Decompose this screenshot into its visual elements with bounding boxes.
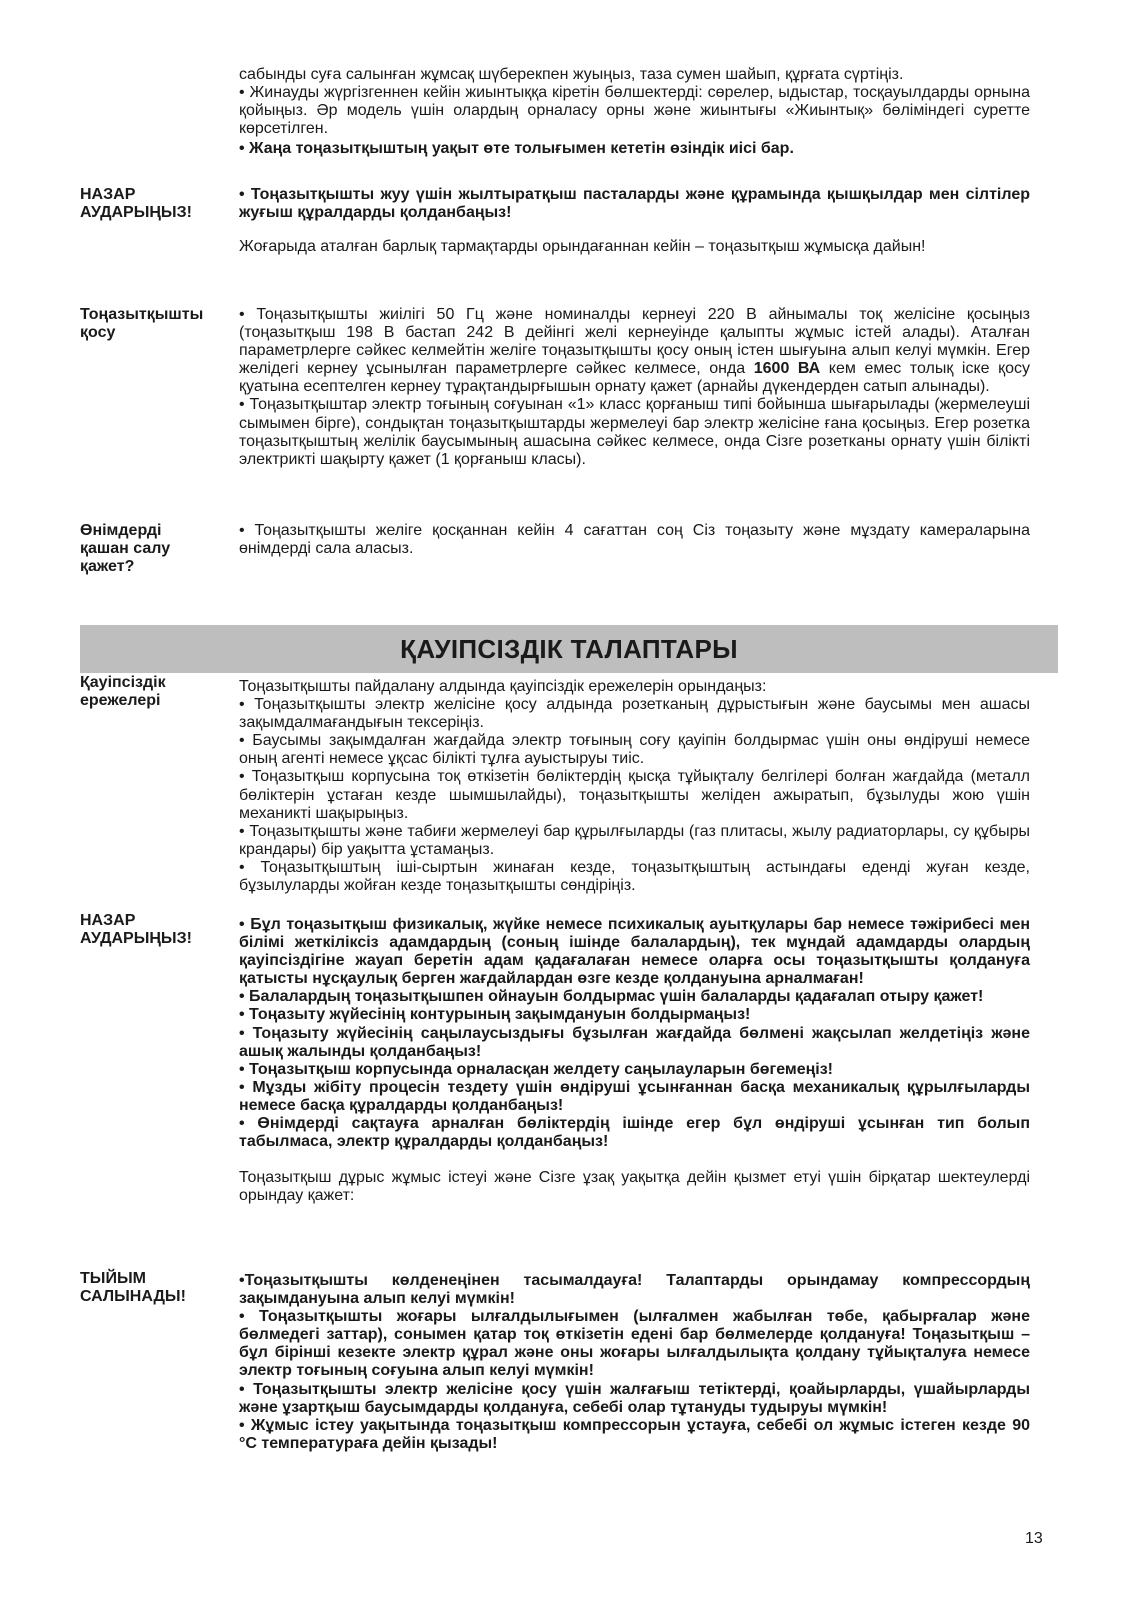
paragraph: • Бұл тоңазытқыш физикалық, жүйке немесе психикалық ауытқулары бар немесе тәжірибесі мен білімі жеткіліксіз адамдардың (соның ішінде балалардың), тек мұндай адамдарды олардың қауіпсіздігіне жауап беретін адам қадағалаған немесе оларға осы тоңазытқышты қолдануға қатысты нұсқаулық берген жағдайлардан өзге кезде қолдануына арналмаған! [239,916,1030,988]
paragraph: сабынды суға салынған жұмсақ шүберекпен жуыңыз, таза сумен шайып, құрғата сүртіңіз. [239,66,904,83]
products-label: Өнімдерді қашан салу қажет? [80,522,171,575]
paragraph: • Баусымы зақымдалған жағдайда электр тоғының соғу қауіпін болдырмас үшін оны өндіруші немесе оның агенті немесе ұқсас білікті тұлға ауыстыруы тиіс. [239,732,1030,768]
prohibited-label: ТЫЙЫМ САЛЫНАДЫ! [80,1270,186,1305]
connect-content [239,306,1030,469]
attention-content [239,916,1030,1205]
page-number: 13 [1025,1530,1043,1547]
paragraph: • Тоңазытқыштың іші-сыртын жинаған кезде, тоңазытқыштың астындағы еденді жуған кезде, бұзылуларды жойған кезде тоңазытқышты сөндіріңіз. [239,858,1030,895]
safety-rules-label: Қауіпсіздік ережелері [80,674,166,709]
top-block-content [239,66,1030,158]
ready-note: Жоғарыда аталған барлық тармақтарды орындағаннан кейін – тоңазытқыш жұмысқа дайын! [239,238,926,256]
paragraph: • Өнімдерді сақтауға арналған бөліктердің ішінде егер бұл өндіруші ұсынған тип болып табылмаса, электр құралдарды қолданбаңыз! [239,1115,1030,1151]
paragraph: • Тоңазытқышты жоғары ылғалдылығымен (ылғалмен жабылған төбе, қабырғалар және бөлмедегі заттар), сонымен қатар тоқ өткізетін едені бар бөлмелерде қолдануға! Тоңазытқыш – бұл бірінші кезекте электр құрал және оны жоғары ылғалдылықта қолдану тұйықталуға немесе электр тоғының соғуына алып келуі мүмкін! [239,1308,1030,1380]
prohibited-content [239,1272,1030,1453]
paragraph: • Жұмыс істеу уақытында тоңазытқыш компрессорын ұстауға, себебі ол жұмыс істеген кезде 90 °С температураға дейін қызады! [239,1416,1030,1452]
safety-rules-content [239,678,1030,895]
attention-content [239,186,1030,256]
paragraph: Тоңазытқышты пайдалану алдында қауіпсіздік ережелерін орындаңыз: [239,678,767,695]
paragraph: • Жаңа тоңазытқыштың уақыт өте толығымен кететін өзіндік иісі бар. [239,140,794,158]
paragraph: • Тоңазыту жүйесінің саңылаусыздығы бұзылған жағдайда бөлмені жақсылап желдетіңіз және ашық жалынды қолданбаңыз! [239,1024,1030,1060]
paragraph: • Тоңазытқышты жуу үшін жылтыратқыш пасталарды және құрамында қышқылдар мен сілтілер жуғыш құралдарды қолданбаңыз! [239,186,1030,222]
paragraph: • Мұзды жібіту процесін тездету үшін өндіруші ұсынғаннан басқа механикалық құрылғыларды немесе басқа құралдарды қолданбаңыз! [239,1078,1030,1114]
paragraph: • Тоңазытқышты жиілігі 50 Гц және номиналды кернеуі 220 В айнымалы тоқ желісіне қосыңыз (тоңазытқыш 198 В бастап 242 В дейінгі желі кернеуінде қалыпты жұмыс істей алады). Аталған параметрлерге сәйкес келмейтін желіге тоңазытқышты қосу оның істен шығуына алып келуі мүмкін. Егер желідегі кернеу ұсынылған параметрлерге сәйкес келмесе, онда 1600 ВА кем емес толық іске қосу қуатына есептелген кернеу тұрақтандырғышын орнату қажет (арнайы дүкендерден сатып алынады). [239,306,1030,396]
attention-label: НАЗАР АУДАРЫҢЫЗ! [80,186,192,221]
section-header-bar [80,625,1058,673]
paragraph: • Тоңазытқыш корпусына тоқ өткізетін бөліктердің қысқа тұйықталу белгілері болған жағдайда (металл бөліктерін ұстаған кезде шымшылайды), тоңазытқышты желіден ажыратып, бұзылуды жою үшін механикті шақырыңыз. [239,768,1030,822]
paragraph: • Тоңазытқышты электр желісіне қосу үшін жалғағыш тетіктерді, қоайырларды, үшайырларды және ұзартқыш баусымдарды қолдануға, себебі олар тұтануды тудыруы мүмкін! [239,1380,1030,1416]
paragraph: • Тоңазытқыштар электр тоғының соғуынан «1» класс қорғаныш типі бойынша шығарылады (жермелеуші сымымен бірге), сондықтан тоңазытқыштарды жермелеуі бар электр желісіне ғана қосыңыз. Егер розетка тоңазытқыштың желілік баусымының ашасына сәйкес келмесе, онда Сізге розетканы орнату үшін білікті электрикті шақырту қажет (1 қорғаныш класы). [239,396,1030,468]
paragraph: • Балалардың тоңазытқышпен ойнауын болдырмас үшін балаларды қадағалап отыру қажет! [239,988,984,1006]
paragraph: •Тоңазытқышты көлденеңінен тасымалдауға! Талаптарды орындамау компрессордың зақымдануына алып келуі мүмкін! [239,1272,1030,1308]
paragraph: • Тоңазытқыш корпусында орналасқан желдету саңылауларын бөгемеңіз! [239,1060,833,1078]
power-rating: 1600 ВА [753,360,821,378]
restrictions-note: Тоңазытқыш дұрыс жұмыс істеуі және Сізге ұзақ уақытқа дейін қызмет етуі үшін бірқатар шектеулерді орындау қажет: [239,1169,1030,1205]
paragraph: • Жинауды жүргізгеннен кейін жиынтыққа кіретін бөлшектерді: сөрелер, ыдыстар, тосқауылдарды орнына қойыңыз. Әр модель үшін олардың орналасу орны және жиынтығы «Жиынтық» бөліміндегі суретте көрсетілген. [239,84,1030,138]
paragraph: • Тоңазытқышты және табиғи жермелеуі бар құрылғыларды (газ плитасы, жылу радиаторлары, су құбыры крандары) бір уақытта ұстамаңыз. [239,822,1030,858]
connect-label: Тоңазытқышты қосу [80,306,204,341]
section-title: ҚАУІПСІЗДІК ТАЛАПТАРЫ [400,633,738,664]
paragraph: • Тоңазыту жүйесінің контурының зақымдануын болдырмаңыз! [239,1006,751,1024]
paragraph: • Тоңазытқышты электр желісіне қосу алдында розетканың дұрыстығын және баусымы мен ашасы зақымдалмағандығын тексеріңіз. [239,696,1030,732]
products-content [239,522,1030,558]
attention-label: НАЗАР АУДАРЫҢЫЗ! [80,912,192,947]
paragraph: • Тоңазытқышты желіге қосқаннан кейін 4 сағаттан соң Сіз тоңазыту және мұздату камераларына өнімдерді сала аласыз. [239,522,1030,558]
